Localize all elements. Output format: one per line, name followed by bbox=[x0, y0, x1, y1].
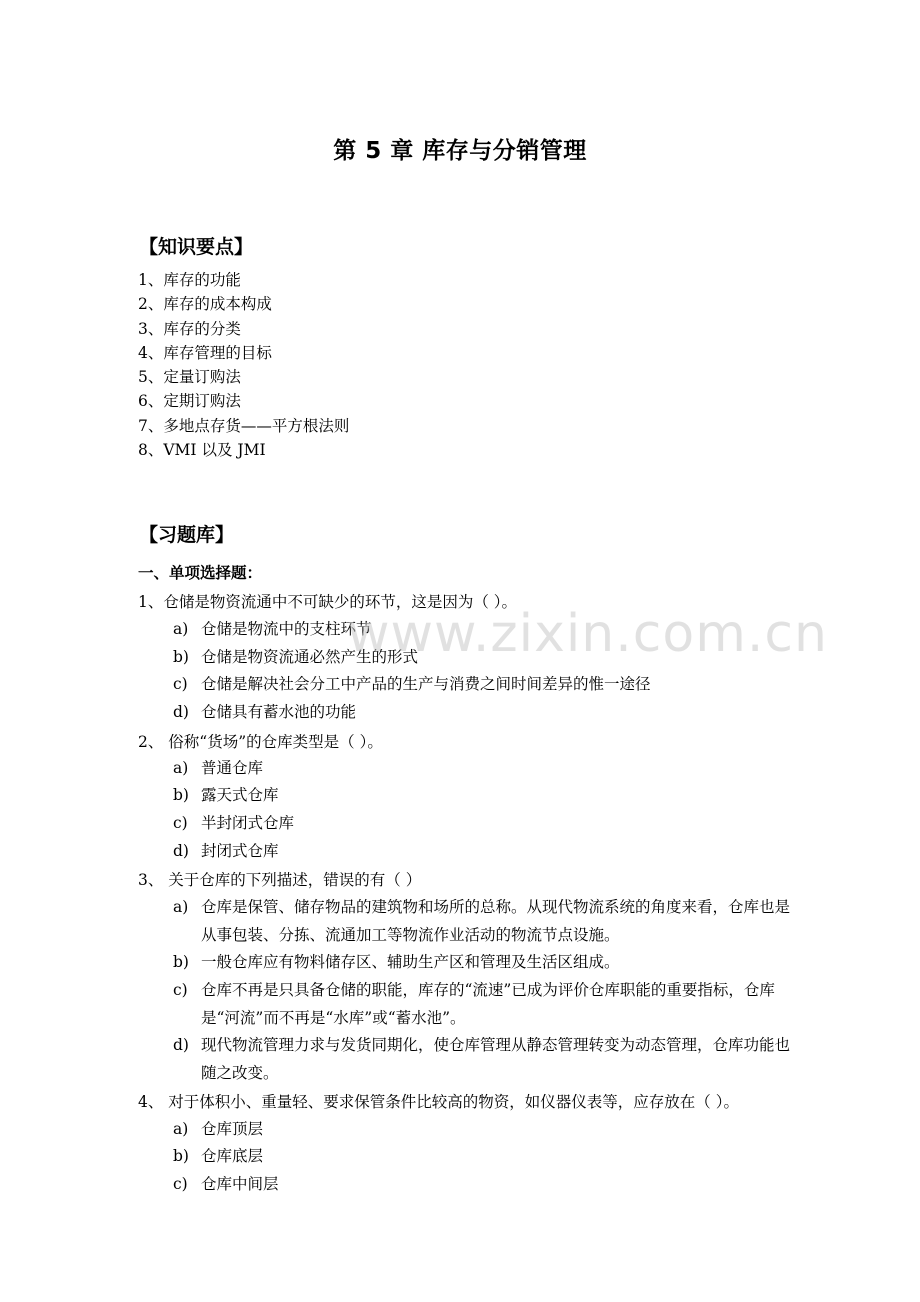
knowledge-item: 7、多地点存货——平方根法则 bbox=[138, 416, 350, 435]
option-letter: a) bbox=[173, 620, 189, 638]
option bbox=[173, 782, 793, 810]
option-letter: d) bbox=[173, 703, 189, 721]
option-text: 封闭式仓库 bbox=[201, 842, 279, 860]
option-letter: a) bbox=[173, 759, 189, 777]
option bbox=[173, 755, 793, 783]
option-letter: b) bbox=[173, 786, 189, 804]
option-text: 仓库底层 bbox=[201, 1147, 264, 1165]
option-text: 仓库顶层 bbox=[201, 1120, 264, 1138]
option bbox=[173, 1116, 793, 1144]
option-letter: c) bbox=[173, 981, 188, 999]
option-text: 露天式仓库 bbox=[201, 786, 279, 804]
knowledge-item: 4、库存管理的目标 bbox=[138, 343, 272, 362]
chapter-title: 第 5 章 库存与分销管理 bbox=[333, 138, 587, 164]
option-letter: a) bbox=[173, 1120, 189, 1138]
option-text: 现代物流管理力求与发货同期化，使仓库管理从静态管理转变为动态管理，仓库功能也随之改变。 bbox=[201, 1036, 791, 1082]
knowledge-item: 6、定期订购法 bbox=[138, 392, 241, 411]
option bbox=[173, 1143, 793, 1171]
option bbox=[173, 699, 793, 727]
option-letter: a) bbox=[173, 898, 189, 916]
knowledge-item: 3、库存的分类 bbox=[138, 319, 241, 338]
option bbox=[173, 949, 793, 977]
knowledge-item: 2、库存的成本构成 bbox=[138, 295, 272, 314]
knowledge-item: 8、VMI 以及 JMI bbox=[138, 441, 266, 460]
option-letter: d) bbox=[173, 1036, 189, 1054]
knowledge-list bbox=[138, 268, 738, 462]
knowledge-item: 1、库存的功能 bbox=[138, 271, 241, 289]
option bbox=[173, 977, 793, 1032]
option-text: 普通仓库 bbox=[201, 759, 264, 777]
option-text: 仓库不再是只具备仓储的职能，库存的“流速”已成为评价仓库职能的重要指标，仓库是“河流”而不再是“水库”或“蓄水池”。 bbox=[201, 981, 775, 1027]
option-letter: c) bbox=[173, 814, 188, 832]
option-text: 仓储具有蓄水池的功能 bbox=[201, 703, 357, 721]
option-text: 半封闭式仓库 bbox=[201, 814, 295, 832]
option-letter: b) bbox=[173, 648, 189, 666]
knowledge-item: 5、定量订购法 bbox=[138, 368, 241, 387]
option bbox=[173, 838, 793, 866]
option bbox=[173, 671, 793, 699]
option-text: 仓库中间层 bbox=[201, 1175, 279, 1193]
option-text: 仓库是保管、储存物品的建筑物和场所的总称。从现代物流系统的角度来看，仓库也是从事包装、分拣、流通加工等物流作业活动的物流节点设施。 bbox=[201, 898, 791, 944]
question-4: 4、 对于体积小、重量轻、要求保管条件比较高的物资，如仪器仪表等，应存放在（ ）。 bbox=[138, 1093, 739, 1111]
single-choice-heading: 一、单项选择题： bbox=[138, 564, 263, 582]
knowledge-heading: 【知识要点】 bbox=[139, 236, 254, 258]
option bbox=[173, 644, 793, 672]
option-text: 仓储是解决社会分工中产品的生产与消费之间时间差异的惟一途径 bbox=[201, 675, 651, 693]
option-text: 一般仓库应有物料储存区、辅助生产区和管理及生活区组成。 bbox=[201, 953, 620, 971]
question-1: 1、仓储是物资流通中不可缺少的环节，这是因为（ ）。 bbox=[138, 593, 518, 611]
watermark: www.zixin.com.cn bbox=[347, 604, 828, 664]
exercises-heading: 【习题库】 bbox=[139, 524, 235, 546]
option bbox=[173, 1171, 793, 1199]
option-letter: b) bbox=[173, 953, 189, 971]
option-text: 仓储是物资流通必然产生的形式 bbox=[201, 648, 419, 666]
option bbox=[173, 1032, 793, 1087]
option-letter: d) bbox=[173, 842, 189, 860]
option bbox=[173, 894, 793, 949]
question-3: 3、 关于仓库的下列描述，错误的有（ ） bbox=[138, 871, 422, 889]
option bbox=[173, 616, 793, 644]
option-letter: c) bbox=[173, 675, 188, 693]
question-2: 2、 俗称“货场”的仓库类型是（ ）。 bbox=[138, 733, 383, 751]
option-letter: b) bbox=[173, 1147, 189, 1165]
option-text: 仓储是物流中的支柱环节 bbox=[201, 620, 372, 638]
option-letter: c) bbox=[173, 1175, 188, 1193]
option bbox=[173, 810, 793, 838]
